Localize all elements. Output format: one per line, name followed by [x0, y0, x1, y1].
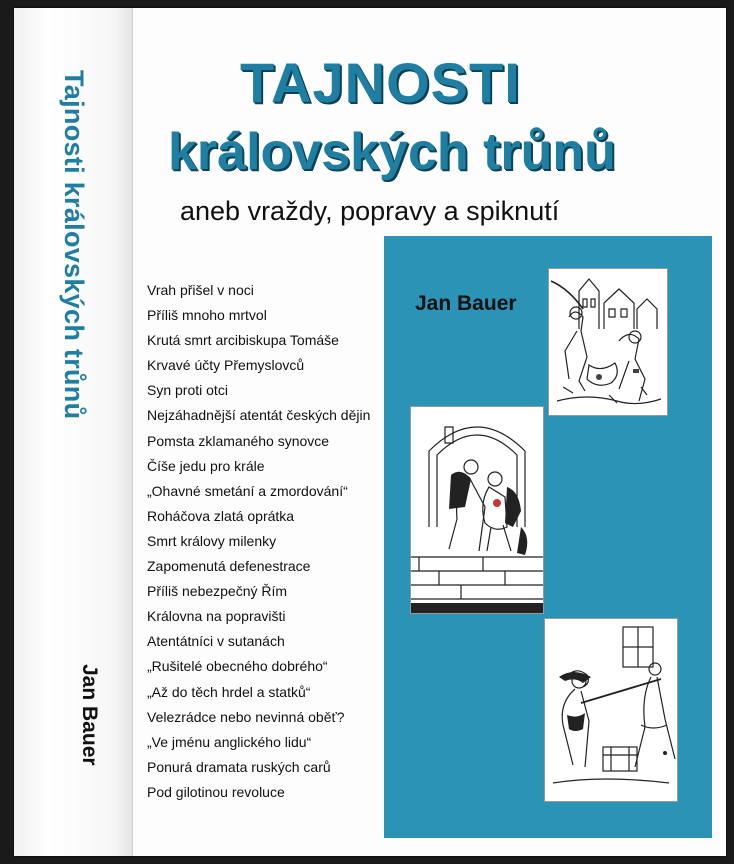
spine-title: Tajnosti královských trůnů — [59, 70, 89, 420]
chapter-item: Krutá smrt arcibiskupa Tomáše — [147, 332, 339, 349]
chapter-item: Nejzáhadnější atentát českých dějin — [147, 407, 371, 424]
cover-title-line1: TAJNOSTI — [240, 51, 521, 114]
assassination-scene-illustration — [548, 268, 668, 416]
cover-title-line2: královských trůnů — [168, 123, 616, 181]
chapter-item: Zapomenutá defenestrace — [147, 558, 311, 575]
chapter-item: „Rušitelé obecného dobrého“ — [147, 658, 328, 675]
chapter-item: Příliš nebezpečný Řím — [147, 583, 288, 600]
chapter-item: Pod gilotinou revoluce — [147, 783, 285, 800]
chapter-item: Krvavé účty Přemyslovců — [147, 357, 305, 374]
chapter-item: „Ohavné smetání a zmordování“ — [147, 482, 348, 499]
chapter-item: Královna na popravišti — [147, 608, 286, 625]
chapter-item: Syn proti otci — [147, 382, 228, 399]
chapter-item: Smrt královy milenky — [147, 532, 277, 549]
chapter-item: Atentátníci v sutanách — [147, 633, 285, 650]
cover-author: Jan Bauer — [415, 292, 517, 315]
chapter-item: Vrah přišel v noci — [147, 282, 254, 298]
staircase-murder-illustration — [410, 406, 544, 614]
chapter-list — [147, 278, 370, 805]
chapter-item: Roháčova zlatá oprátka — [147, 507, 295, 524]
book-spine — [14, 8, 133, 856]
chapter-item: Číše jedu pro krále — [147, 457, 265, 474]
cover-subtitle: aneb vraždy, popravy a spiknutí — [180, 196, 560, 226]
chapter-item: Ponurá dramata ruských carů — [147, 758, 331, 775]
chapter-item: Velezrádce nebo nevinná oběť? — [147, 708, 345, 725]
chapter-item: Pomsta zklamaného synovce — [147, 432, 330, 449]
chapter-item: „Ve jménu anglického lidu“ — [147, 733, 312, 750]
chapter-item: Příliš mnoho mrtvol — [147, 307, 267, 324]
duel-scene-illustration — [544, 618, 678, 802]
spine-author: Jan Bauer — [78, 664, 101, 766]
chapter-item: „Až do těch hrdel a statků“ — [147, 683, 311, 700]
